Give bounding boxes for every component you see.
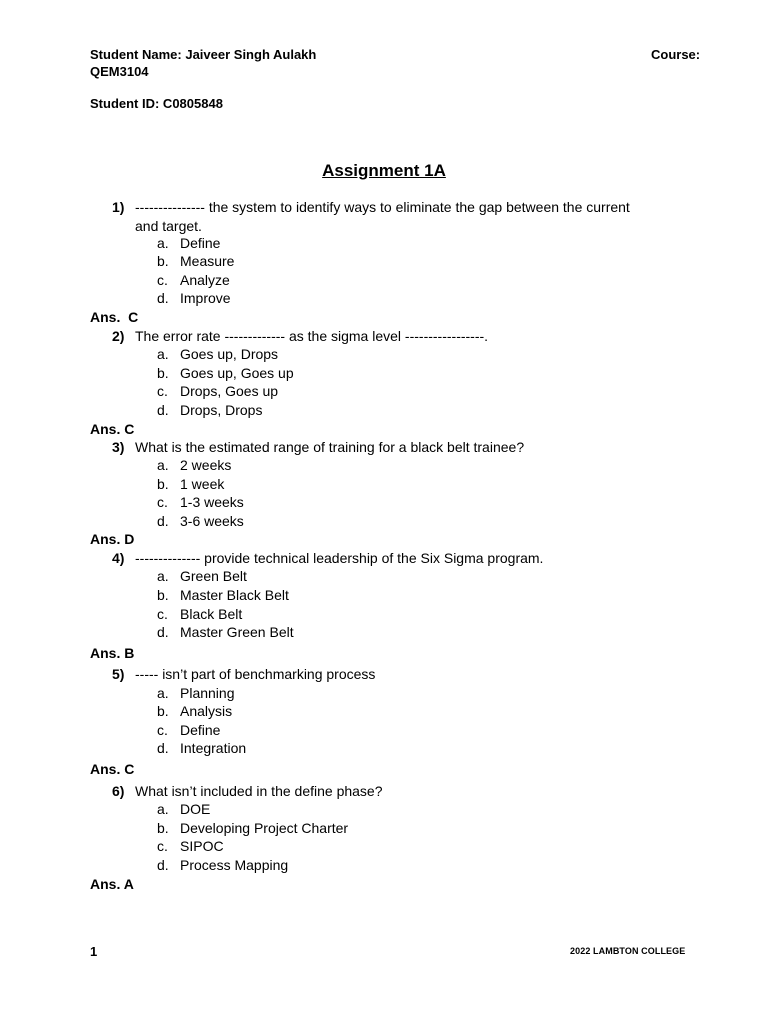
option-letter: b. [157, 365, 169, 381]
answer-text: Ans. A [90, 876, 134, 892]
question-number: 3) [112, 439, 125, 455]
option [157, 252, 234, 270]
option [157, 837, 224, 855]
student-id: Student ID: C0805848 [90, 96, 223, 111]
option [157, 401, 262, 419]
question-text: ----- isn’t part of benchmarking process [135, 666, 376, 682]
option-text: 1 week [180, 476, 225, 492]
student-name: Student Name: Jaiveer Singh Aulakh [90, 47, 317, 62]
option-letter: a. [157, 568, 169, 584]
option-letter: c. [157, 722, 168, 738]
answer-text: Ans. C [90, 421, 135, 437]
option-letter: d. [157, 513, 169, 529]
option-letter: b. [157, 703, 169, 719]
option-letter: a. [157, 685, 169, 701]
option-text: Integration [180, 740, 247, 756]
answer-text: Ans. D [90, 531, 135, 547]
option-letter: c. [157, 494, 168, 510]
option [157, 605, 242, 623]
question-text: What isn’t included in the define phase? [135, 783, 383, 799]
option-letter: a. [157, 801, 169, 817]
option-letter: c. [157, 838, 168, 854]
answer [90, 644, 134, 662]
answer [90, 420, 134, 438]
option-text: Goes up, Goes up [180, 365, 294, 381]
question-number: 4) [112, 550, 125, 566]
answer [90, 530, 134, 548]
option [157, 721, 220, 739]
question [112, 438, 657, 457]
question [112, 327, 657, 346]
option-letter: b. [157, 476, 169, 492]
question-text: What is the estimated range of training for a black belt trainee? [135, 439, 525, 455]
course-code: QEM3104 [90, 64, 149, 79]
answer [90, 308, 138, 326]
question [112, 665, 657, 684]
option-text: Master Black Belt [180, 587, 289, 603]
answer-text: Ans. B [90, 645, 135, 661]
option-text: Analyze [180, 272, 230, 288]
option [157, 364, 294, 382]
option-letter: b. [157, 820, 169, 836]
option-text: Goes up, Drops [180, 346, 279, 362]
option [157, 567, 247, 585]
option-letter: d. [157, 290, 169, 306]
option-text: 3-6 weeks [180, 513, 244, 529]
answer-text: Ans. C [90, 761, 135, 777]
option-text: Drops, Drops [180, 402, 263, 418]
option-text: Define [180, 722, 221, 738]
option [157, 289, 231, 307]
option [157, 382, 278, 400]
question-text: The error rate ------------- as the sigma level -----------------. [135, 328, 489, 344]
question-number: 2) [112, 328, 125, 344]
answer [90, 875, 134, 893]
course-label: Course: [651, 47, 701, 62]
option-text: Measure [180, 253, 235, 269]
option-letter: b. [157, 587, 169, 603]
option-letter: a. [157, 457, 169, 473]
option [157, 512, 244, 530]
option-text: Define [180, 235, 221, 251]
option [157, 234, 220, 252]
option [157, 623, 294, 641]
option-text: 2 weeks [180, 457, 232, 473]
option-text: Developing Project Charter [180, 820, 349, 836]
option-text: Planning [180, 685, 235, 701]
question-number: 6) [112, 783, 125, 799]
question [112, 782, 657, 801]
option [157, 856, 288, 874]
question [112, 198, 657, 235]
option [157, 702, 232, 720]
option [157, 800, 210, 818]
question-number: 1) [112, 199, 125, 215]
option-letter: a. [157, 235, 169, 251]
option-letter: c. [157, 383, 168, 399]
option [157, 475, 224, 493]
option-text: Improve [180, 290, 231, 306]
option-letter: b. [157, 253, 169, 269]
option [157, 345, 278, 363]
question-text: --------------- the system to identify ways to eliminate the gap between the current and target. [135, 199, 630, 234]
option-letter: d. [157, 624, 169, 640]
option [157, 684, 235, 702]
question-number: 5) [112, 666, 125, 682]
option-text: Analysis [180, 703, 233, 719]
page-number: 1 [90, 944, 98, 959]
answer-text: Ans. C [90, 309, 139, 325]
option-text: Green Belt [180, 568, 247, 584]
question-text: -------------- provide technical leadership of the Six Sigma program. [135, 550, 544, 566]
option-text: Master Green Belt [180, 624, 294, 640]
option-letter: d. [157, 402, 169, 418]
option-text: 1-3 weeks [180, 494, 244, 510]
option [157, 819, 348, 837]
footer-college: 2022 LAMBTON COLLEGE [570, 946, 686, 956]
option-text: Process Mapping [180, 857, 289, 873]
option-text: DOE [180, 801, 211, 817]
option [157, 493, 244, 511]
option [157, 271, 230, 289]
option [157, 739, 246, 757]
option-text: Black Belt [180, 606, 243, 622]
option [157, 456, 231, 474]
answer [90, 760, 134, 778]
option-text: Drops, Goes up [180, 383, 279, 399]
page-title: Assignment 1A [322, 161, 446, 180]
option-letter: d. [157, 857, 169, 873]
option-letter: a. [157, 346, 169, 362]
option-text: SIPOC [180, 838, 224, 854]
option-letter: c. [157, 272, 168, 288]
option-letter: d. [157, 740, 169, 756]
question [112, 549, 657, 568]
option [157, 586, 289, 604]
option-letter: c. [157, 606, 168, 622]
